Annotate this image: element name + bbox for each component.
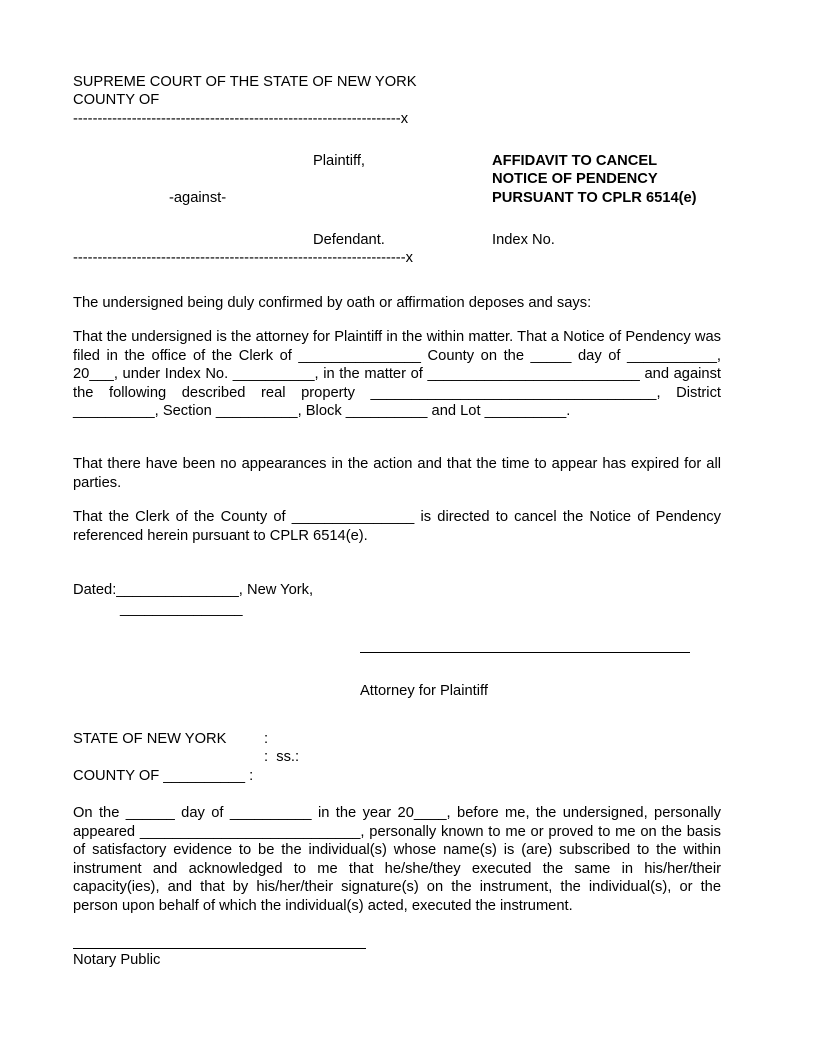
index-number-label: Index No.: [492, 232, 555, 248]
ack-colon: :: [264, 731, 269, 747]
attorney-signature-line: [360, 652, 690, 653]
ack-state: STATE OF NEW YORK: [73, 731, 227, 747]
notary-label: Notary Public: [73, 952, 161, 968]
document-title-line-1: AFFIDAVIT TO CANCEL: [492, 153, 658, 169]
cancellation-paragraph: That the Clerk of the County of _______________ is directed to cancel the Notice of Pendency referenced herein pursuant to CPLR 6514(e).: [73, 509, 721, 544]
plaintiff-label: Plaintiff,: [313, 153, 365, 169]
attorney-label: Attorney for Plaintiff: [360, 683, 488, 699]
county-heading: COUNTY OF: [73, 92, 160, 108]
ack-ss: : ss.:: [264, 749, 300, 765]
document-title-line-3: PURSUANT TO CPLR 6514(e): [492, 190, 697, 206]
caption-divider-bottom: --------------------------------------------------------------------x: [73, 250, 413, 266]
dated-line-2: _______________: [120, 601, 243, 617]
document-title-line-2: NOTICE OF PENDENCY: [492, 171, 658, 187]
against-label: -against-: [169, 190, 227, 206]
filing-details-paragraph: That the undersigned is the attorney for Plaintiff in the within matter. That a Notice of Pendency was filed in the office of the Clerk of _______________ County on the _____ day of ___________, 20___, under Index No. __________, in the matter of __________________________ and against the following described real property ___________________________________, District __________, Section __________, Block __________ and Lot __________.: [73, 329, 721, 419]
court-name: SUPREME COURT OF THE STATE OF NEW YORK: [73, 74, 417, 90]
defendant-label: Defendant.: [313, 232, 385, 248]
appearance-paragraph: That there have been no appearances in the action and that the time to appear has expired for all parties.: [73, 456, 721, 491]
acknowledgment-paragraph: On the ______ day of __________ in the year 20____, before me, the undersigned, personally appeared ___________________________, personally known to me or proved to me on the basis of satisfactory evidence to be the individual(s) whose name(s) is (are) subscribed to the within instrument and acknowledged to me that he/she/they executed the same in his/her/their capacity(ies), and that by his/her/their signature(s) on the instrument, the individual(s), or the person upon behalf of which the individual(s) acted, executed the instrument.: [73, 805, 721, 914]
dated-line: Dated:_______________, New York,: [73, 582, 314, 598]
intro-statement: The undersigned being duly confirmed by oath or affirmation deposes and says:: [73, 295, 592, 311]
caption-divider-top: -------------------------------------------------------------------x: [73, 111, 409, 127]
notary-signature-line: [73, 948, 366, 949]
ack-county: COUNTY OF __________ :: [73, 768, 254, 784]
